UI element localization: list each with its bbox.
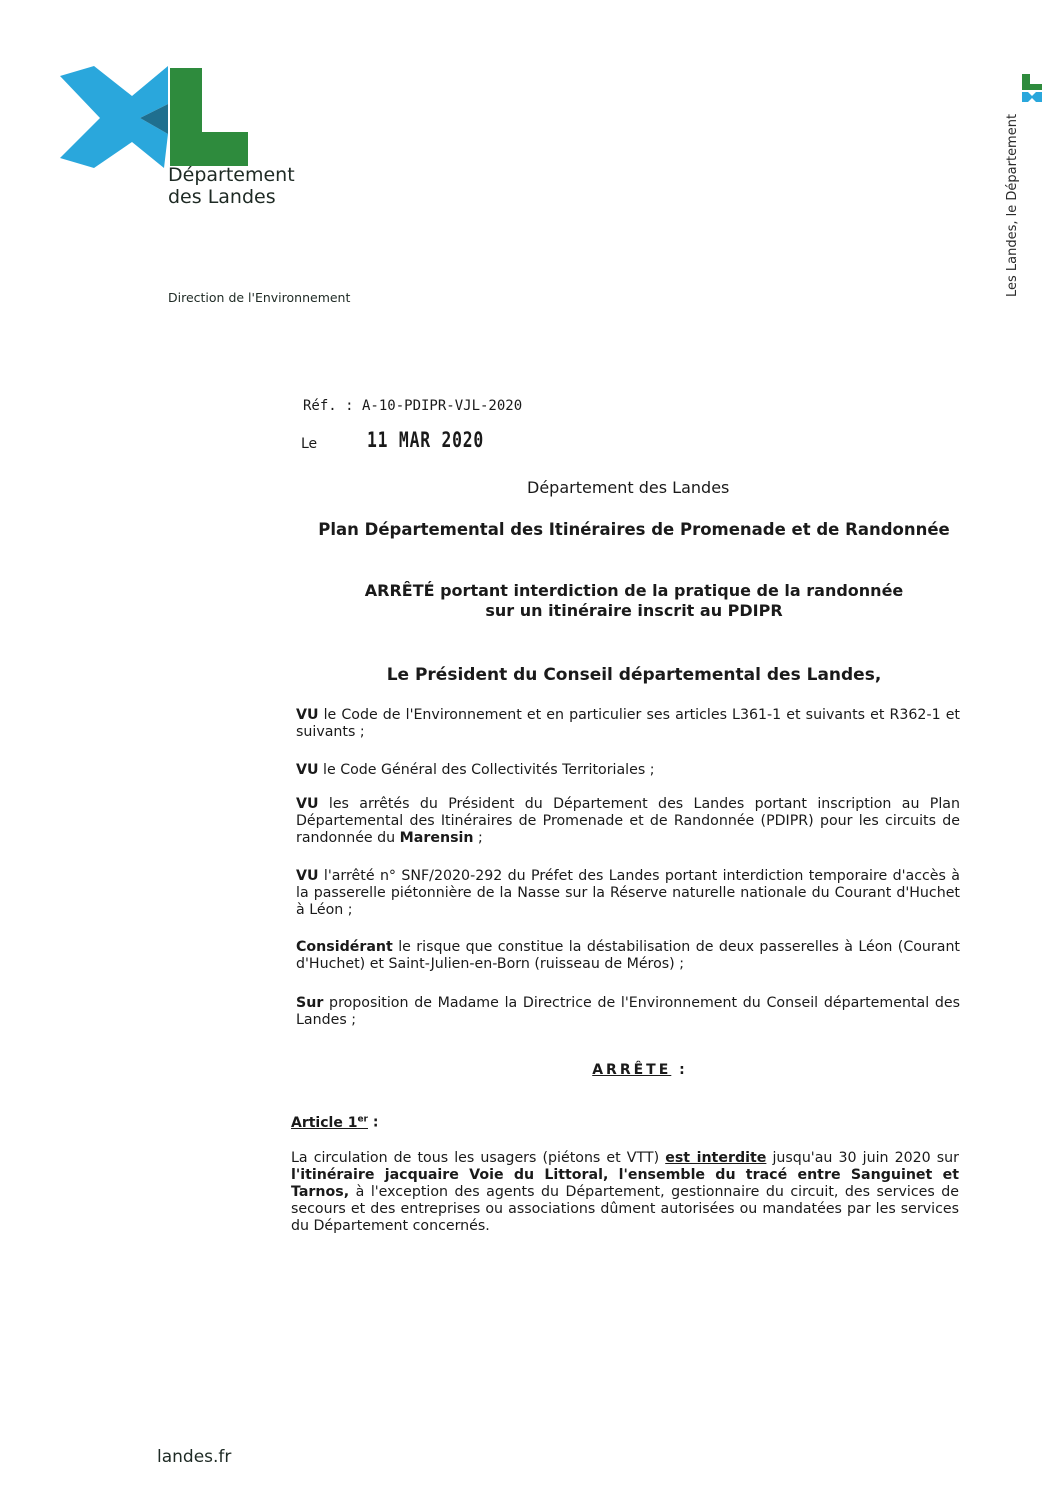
reference-number: Réf. : A-10-PDIPR-VJL-2020 [303,398,523,414]
article-1-colon: : [368,1114,379,1131]
article-1-bold: l'itinéraire jacquaire Voie du Littoral, l'ensemble du tracé entre Sanguinet et Tarnos, [291,1167,959,1200]
article-1-label [291,1115,368,1131]
considerant-paragraph [296,707,960,741]
side-brand-text: Les Landes, le Département [1005,113,1020,297]
organisation-name [168,164,295,208]
article-1-underlined: est interdite [665,1150,767,1166]
president-heading: Le Président du Conseil départemental des Landes, [386,665,882,685]
article-1-part3: à l'exception des agents du Département, gestionnaire du circuit, des services de secours et des entreprises ou associations dûment autorisées ou mandatées par les services du Département concernés. [291,1184,959,1234]
considerant-paragraph [296,796,960,847]
considerant-text: les arrêtés du Président du Département des Landes portant inscription au Plan Départemental des Itinéraires de Promenade et de Randonnée (PDIPR) pour les circuits de randonnée du [296,796,960,846]
considerant-paragraph [296,939,960,973]
considerant-lead: VU [296,762,319,778]
considerant-text: proposition de Madame la Directrice de l'Environnement du Conseil départemental des Landes ; [296,995,960,1028]
considerant-lead: VU [296,868,319,884]
org-name-line2: des Landes [168,186,276,208]
article-1-name: Article 1 [291,1114,358,1131]
considerant-text: le risque que constitue la déstabilisation de deux passerelles à Léon (Courant d'Huchet) et Saint-Julien-en-Born (ruisseau de Méros) ; [296,939,960,972]
date-stamp: 11 MAR 2020 [367,428,485,452]
considerant-paragraph [296,868,960,919]
considerant-lead: VU [296,796,319,812]
arrete-title-colon: : [671,1062,688,1078]
arrete-heading [300,581,968,621]
considerant-text: le Code Général des Collectivités Territoriales ; [318,762,655,778]
considerant-paragraph [296,762,960,779]
side-logo-icon [1022,74,1042,102]
arrete-heading-line1: ARRÊTÉ portant interdiction de la pratique de la randonnée [364,581,904,600]
considerant-lead: VU [296,707,319,723]
considerant-text: l'arrêté n° SNF/2020-292 du Préfet des Landes portant interdiction temporaire d'accès à la passerelle piétonnière de la Nasse sur la Réserve naturelle nationale du Courant d'Huchet à Léon ; [296,868,960,918]
considerant-paragraph [296,995,960,1029]
article-1-part2: jusqu'au 30 juin 2020 sur [766,1150,960,1166]
date-label: Le [301,436,318,452]
department-name: Département des Landes [527,478,730,497]
org-name-line1: Département [168,164,295,186]
arrete-heading-line2: sur un itinéraire inscrit au PDIPR [485,601,783,620]
considerant-bold: Marensin [399,830,474,846]
considerant-after: ; [473,830,483,846]
departement-landes-logo [60,66,250,168]
arrete-title [300,1062,980,1078]
footer-url: landes.fr [157,1447,232,1467]
article-1-title [291,1114,378,1131]
direction-label: Direction de l'Environnement [168,290,351,305]
article-1-sup: er [357,1114,368,1124]
considerant-text: le Code de l'Environnement et en particulier ses articles L361-1 et suivants et R362-1 et suivants ; [296,707,960,740]
article-1-body [291,1150,959,1235]
considerant-lead: Considérant [296,939,393,955]
plan-title: Plan Départemental des Itinéraires de Promenade et de Randonnée [318,520,950,539]
article-1-part1: La circulation de tous les usagers (piétons et VTT) [291,1150,666,1166]
arrete-title-text: ARRÊTE [592,1062,672,1078]
considerant-lead: Sur [296,995,324,1011]
